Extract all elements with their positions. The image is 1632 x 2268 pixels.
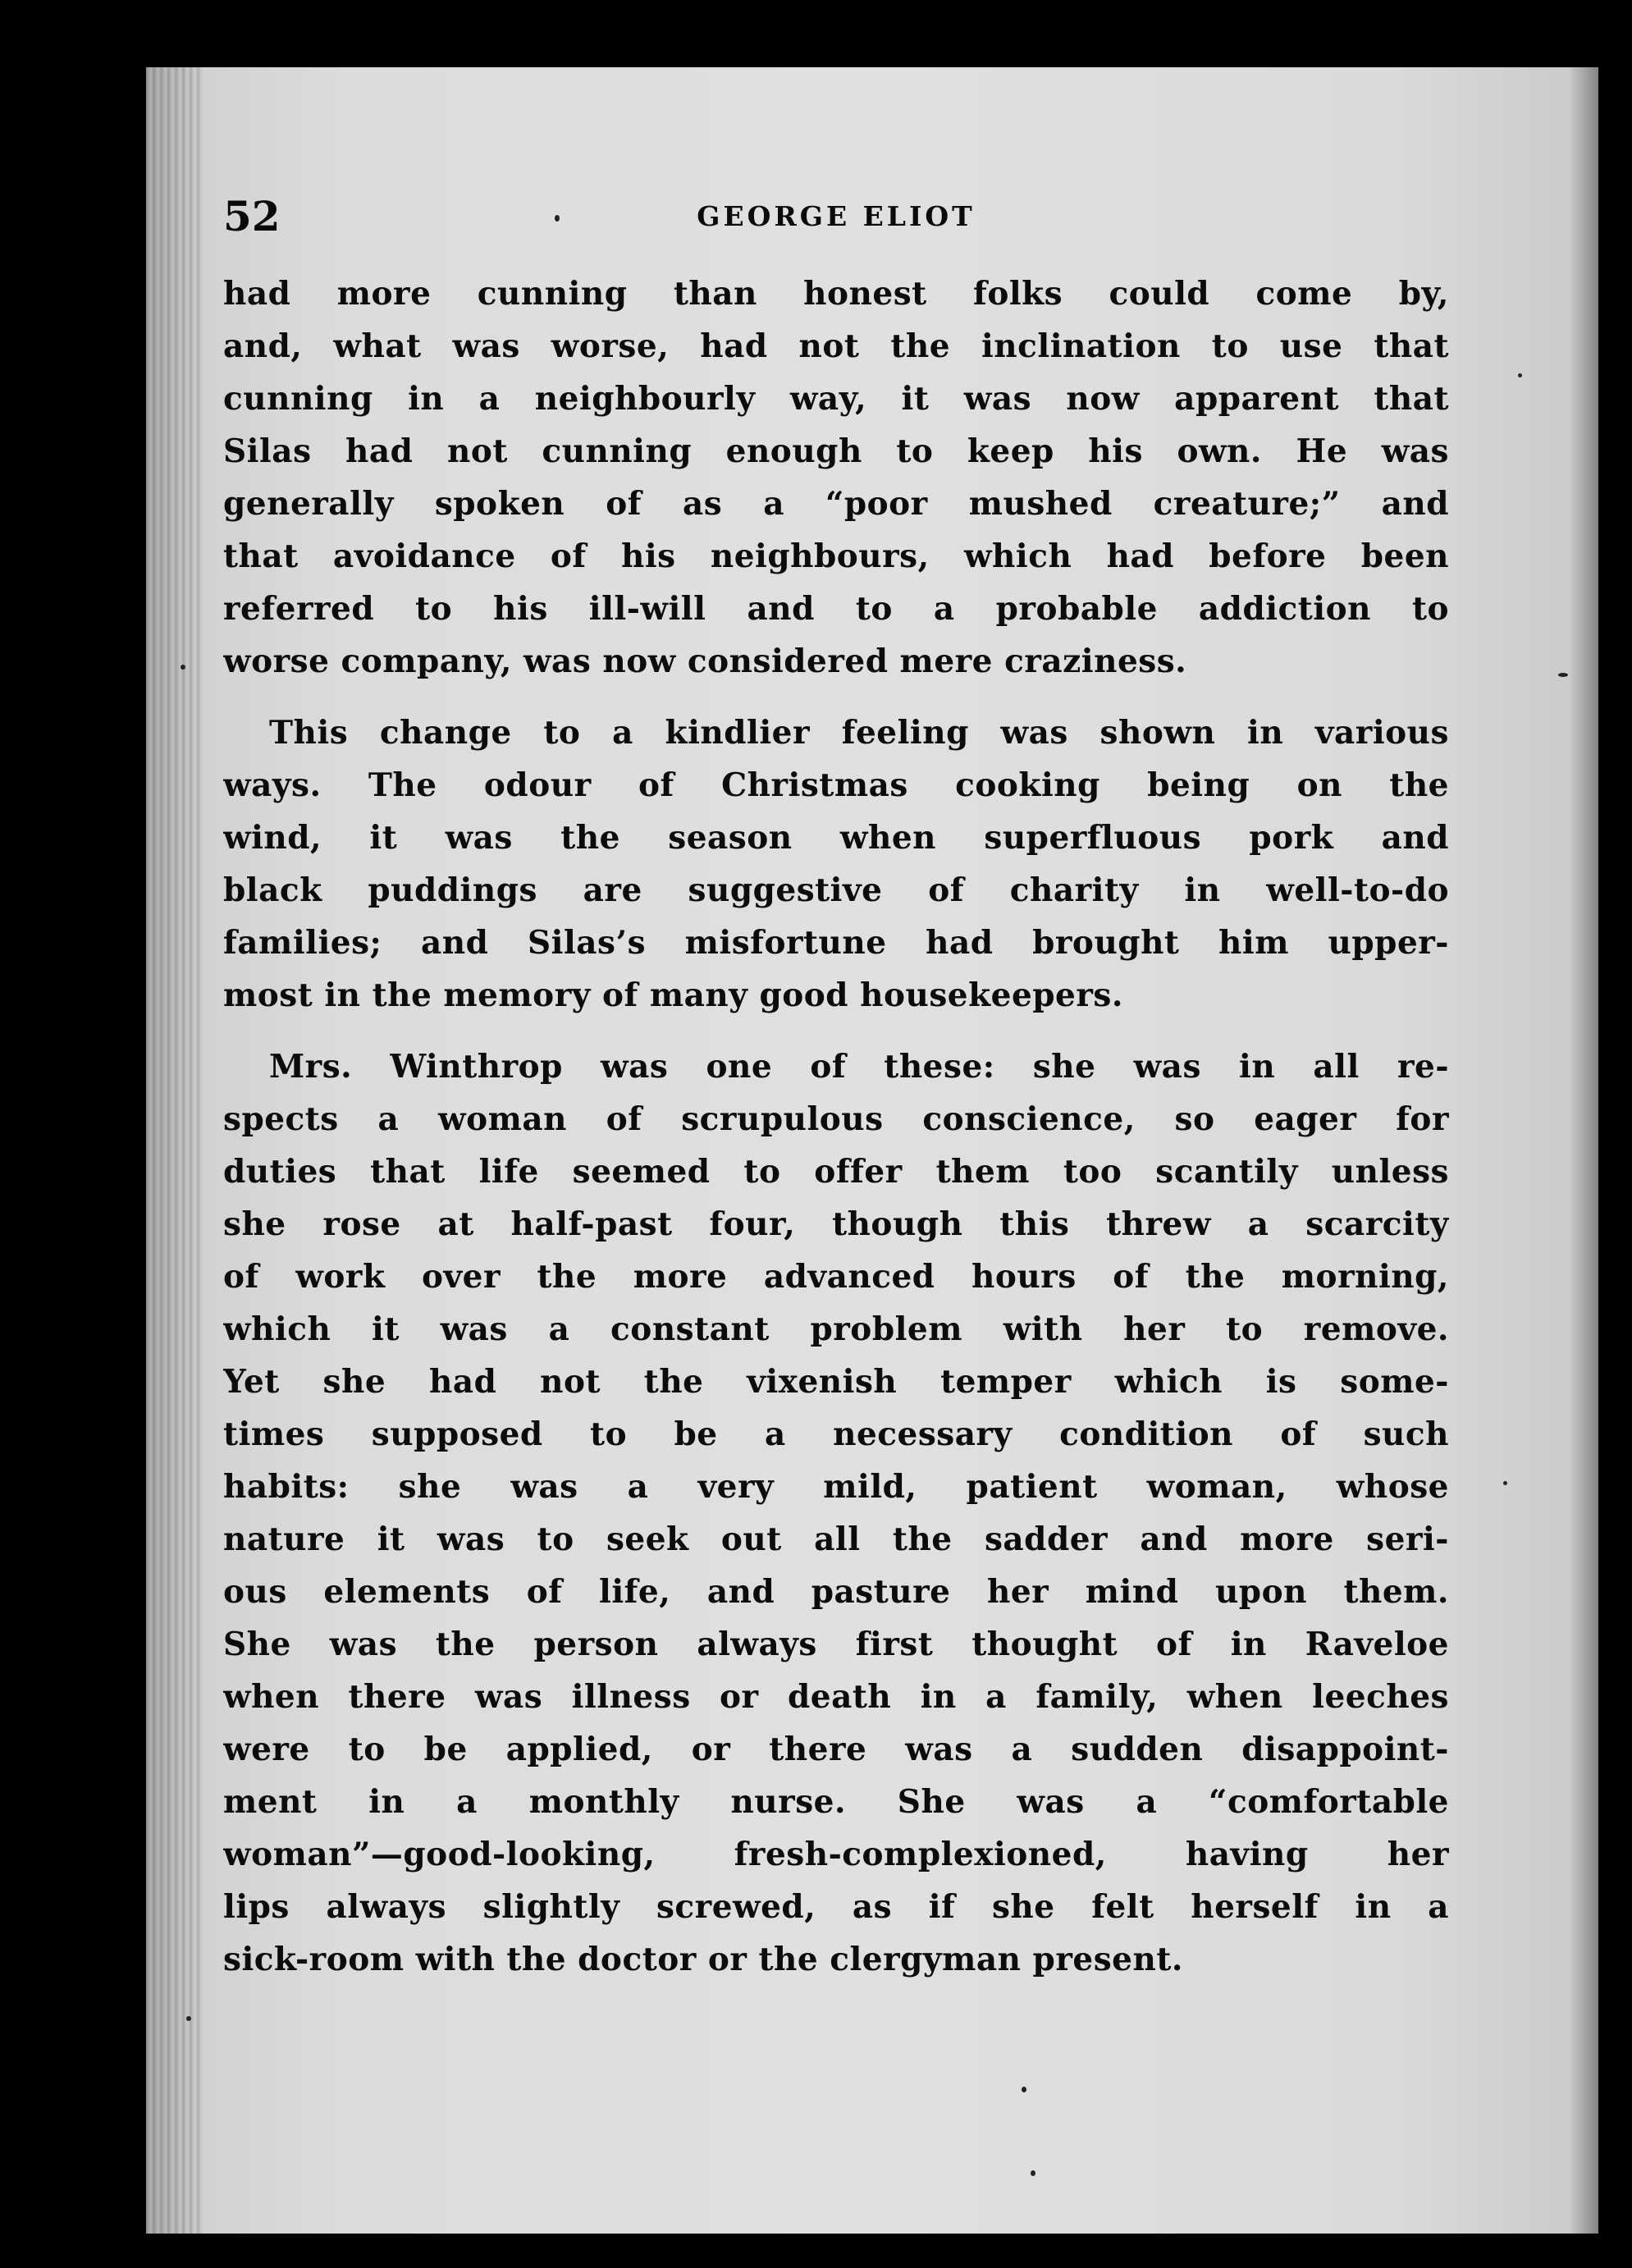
text-line: most in the memory of many good housekeepers. — [223, 976, 1123, 1014]
text-line: habits: she was a very mild, patient woman, whose — [223, 1468, 1449, 1506]
text-line: were to be applied, or there was a sudden disappoint- — [223, 1731, 1449, 1768]
text-line: she rose at half-past four, though this threw a scarcity — [223, 1205, 1449, 1243]
paragraph — [223, 1040, 1449, 1986]
running-head: GEORGE ELIOT — [697, 200, 976, 232]
scan-speck — [1503, 1481, 1507, 1485]
paragraph — [223, 706, 1449, 1022]
text-line: that avoidance of his neighbours, which had before been — [223, 537, 1449, 575]
scan-speck — [186, 2016, 191, 2021]
text-line: which it was a constant problem with her to remove. — [223, 1310, 1449, 1348]
scan-speck — [555, 215, 560, 222]
text-line: duties that life seemed to offer them too scantily unless — [223, 1153, 1449, 1191]
text-line: Mrs. Winthrop was one of these: she was in all re- — [269, 1048, 1449, 1086]
text-line: ous elements of life, and pasture her mind upon them. — [223, 1573, 1449, 1611]
text-line: referred to his ill-will and to a probable addiction to — [223, 590, 1449, 628]
text-line: Yet she had not the vixenish temper which is some- — [223, 1363, 1449, 1401]
text-line: nature it was to seek out all the sadder and more seri- — [223, 1520, 1449, 1558]
scan-speck — [1518, 373, 1522, 377]
text-line: ment in a monthly nurse. She was a “comfortable — [223, 1783, 1449, 1821]
text-line: families; and Silas’s misfortune had brought him upper- — [223, 924, 1449, 962]
binding-shadow — [146, 67, 203, 2234]
text-line: of work over the more advanced hours of the morning, — [223, 1258, 1449, 1296]
text-line: lips always slightly screwed, as if she felt herself in a — [223, 1888, 1449, 1926]
text-line: Silas had not cunning enough to keep his own. He was — [223, 432, 1449, 470]
text-line: This change to a kindlier feeling was shown in various — [269, 714, 1449, 752]
text-line: when there was illness or death in a family, when leeches — [223, 1678, 1449, 1716]
page-edge-shadow — [1569, 67, 1598, 2234]
text-line: sick-room with the doctor or the clergyman present. — [223, 1941, 1183, 1978]
text-line: ways. The odour of Christmas cooking being on the — [223, 766, 1449, 804]
scan-speck — [181, 665, 185, 670]
text-line: woman”—good-looking, fresh-complexioned, having her — [223, 1836, 1449, 1873]
page-header — [223, 179, 1449, 254]
text-line: She was the person always first thought of in Raveloe — [223, 1626, 1449, 1663]
text-line: black puddings are suggestive of charity in well-to-do — [223, 871, 1449, 909]
text-line: worse company, was now considered mere craziness. — [223, 642, 1187, 680]
paragraph — [223, 267, 1449, 688]
paragraph-gap — [223, 1022, 1449, 1040]
text-line: and, what was worse, had not the inclination to use that — [223, 327, 1449, 365]
text-line: times supposed to be a necessary condition of such — [223, 1415, 1449, 1453]
body-text — [223, 267, 1449, 1986]
scan-speck — [1031, 2170, 1035, 2176]
text-line: cunning in a neighbourly way, it was now apparent that — [223, 380, 1449, 418]
text-line: generally spoken of as a “poor mushed creature;” and — [223, 485, 1449, 523]
scan-speck — [1558, 673, 1568, 677]
text-line: spects a woman of scrupulous conscience, so eager for — [223, 1100, 1449, 1138]
text-line: wind, it was the season when superfluous pork and — [223, 819, 1449, 857]
page-number: 52 — [223, 192, 281, 240]
text-line: had more cunning than honest folks could come by, — [223, 275, 1449, 313]
paragraph-gap — [223, 688, 1449, 706]
scan-speck — [1022, 2087, 1026, 2092]
